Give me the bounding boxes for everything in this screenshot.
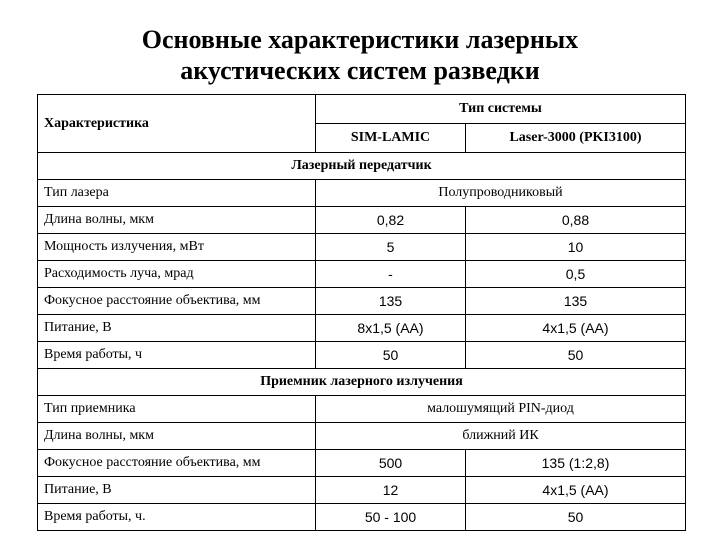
table-row: [38, 423, 686, 450]
row-value-merged: ближний ИК: [316, 423, 686, 450]
row-value-2: 50: [466, 342, 686, 369]
row-label: Длина волны, мкм: [38, 423, 316, 450]
section-row: [38, 369, 686, 396]
row-value-1: 50: [316, 342, 466, 369]
table-row: [38, 504, 686, 531]
title-line-2: акустических систем разведки: [180, 56, 540, 85]
title-line-1: Основные характеристики лазерных: [141, 25, 579, 54]
table-row: [38, 477, 686, 504]
section-transmitter-title: Лазерный передатчик: [38, 153, 686, 180]
row-label: Длина волны, мкм: [38, 207, 316, 234]
table-row: [38, 207, 686, 234]
header-col-sim-lamic: SIM-LAMIC: [316, 124, 466, 153]
row-value-1: 135: [316, 288, 466, 315]
table-row: [38, 315, 686, 342]
table-row: [38, 234, 686, 261]
row-label: Время работы, ч: [38, 342, 316, 369]
row-label: Тип лазера: [38, 180, 316, 207]
row-value-2: 135: [466, 288, 686, 315]
row-value-1: 8х1,5 (АА): [316, 315, 466, 342]
row-label: Питание, В: [38, 477, 316, 504]
header-row: [38, 95, 686, 124]
row-label: Время работы, ч.: [38, 504, 316, 531]
table-row: [38, 450, 686, 477]
row-value-merged: Полупроводниковый: [316, 180, 686, 207]
specs-table: [37, 94, 686, 531]
header-system-type: Тип системы: [316, 95, 686, 124]
section-receiver-title: Приемник лазерного излучения: [38, 369, 686, 396]
row-value-1: 0,82: [316, 207, 466, 234]
row-value-1: 50 - 100: [316, 504, 466, 531]
row-value-2: 0,5: [466, 261, 686, 288]
row-label: Расходимость луча, мрад: [38, 261, 316, 288]
table-row: [38, 180, 686, 207]
row-value-2: 4х1,5 (АА): [466, 315, 686, 342]
row-value-1: 12: [316, 477, 466, 504]
row-label: Фокусное расстояние объектива, мм: [38, 288, 316, 315]
table-row: [38, 342, 686, 369]
table-row: [38, 288, 686, 315]
row-value-2: 50: [466, 504, 686, 531]
row-value-2: 10: [466, 234, 686, 261]
row-value-2: 0,88: [466, 207, 686, 234]
row-label: Питание, В: [38, 315, 316, 342]
header-characteristic: Характеристика: [38, 95, 316, 153]
header-col-laser-3000: Laser-3000 (PKI3100): [466, 124, 686, 153]
section-row: [38, 153, 686, 180]
table-row: [38, 396, 686, 423]
row-label: Тип приемника: [38, 396, 316, 423]
row-value-1: 5: [316, 234, 466, 261]
row-value-2: 135 (1:2,8): [466, 450, 686, 477]
row-label: Фокусное расстояние объектива, мм: [38, 450, 316, 477]
row-label: Мощность излучения, мВт: [38, 234, 316, 261]
table-row: [38, 261, 686, 288]
row-value-1: 500: [316, 450, 466, 477]
page-title: [0, 24, 720, 86]
row-value-merged: малошумящий PIN-диод: [316, 396, 686, 423]
row-value-2: 4х1,5 (АА): [466, 477, 686, 504]
row-value-1: -: [316, 261, 466, 288]
